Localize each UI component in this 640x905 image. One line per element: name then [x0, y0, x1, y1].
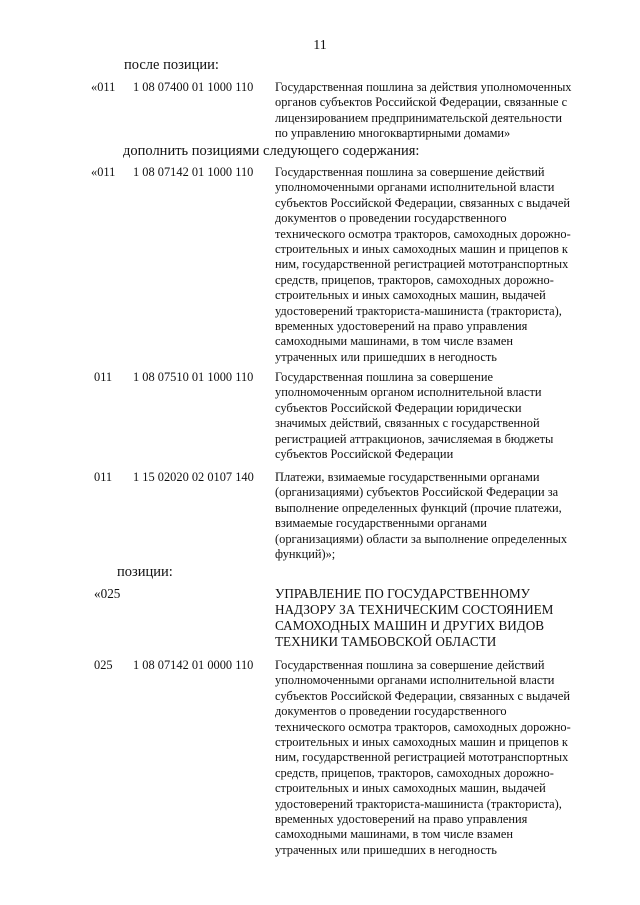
description-line: Государственная пошлина за совершение действий [275, 165, 545, 179]
description-line: Государственная пошлина за совершение [275, 370, 493, 384]
description-line: самоходными машинами, в том числе взамен [275, 334, 513, 349]
description-line: удостоверений тракториста-машиниста (тракториста), [275, 303, 562, 318]
heading-line: НАДЗОРУ ЗА ТЕХНИЧЕСКИМ СОСТОЯНИЕМ [275, 602, 554, 617]
description-line: Государственная пошлина за совершение действий [275, 658, 545, 672]
description-line: уполномоченными органами исполнительной власти [275, 180, 555, 195]
kbk-code: 1 08 07400 01 1000 110 [133, 80, 254, 94]
description-line: функций)»; [275, 547, 336, 562]
kbk-code: 1 08 07510 01 1000 110 [133, 370, 254, 384]
intro-after-position: после позиции: [124, 57, 219, 73]
kbk-code: 1 08 07142 01 1000 110 [133, 165, 254, 179]
description-line: самоходными машинами, в том числе взамен [275, 827, 513, 842]
admin-code: «011 [91, 80, 116, 94]
description-line: ним, государственной регистрацией мототранспортных [275, 750, 569, 765]
description-line: выполнение определенных функций (прочие платежи, [275, 500, 562, 515]
description-line: (организациями) субъектов Российской Федерации за [275, 485, 559, 500]
description-line: удостоверений тракториста-машиниста (тракториста), [275, 796, 562, 811]
entry-description [275, 165, 600, 365]
heading-line: УПРАВЛЕНИЕ ПО ГОСУДАРСТВЕННОМУ [275, 586, 531, 601]
description-line: субъектов Российской Федерации [275, 447, 454, 462]
heading-line: ТЕХНИКИ ТАМБОВСКОЙ ОБЛАСТИ [275, 634, 497, 649]
admin-code: 011 [94, 370, 113, 384]
description-line: утраченных или пришедших в негодность [275, 842, 497, 857]
admin-code: «011 [91, 165, 116, 179]
entry-description [275, 658, 600, 858]
description-line: документов о проведении государственного [275, 211, 507, 226]
entry-description [275, 470, 600, 562]
description-line: субъектов Российской Федерации, связанных с выдачей [275, 688, 570, 703]
description-line: Платежи, взимаемые государственными органами [275, 470, 540, 484]
description-line: лицензированием предпринимательской деятельности [275, 110, 562, 125]
description-line: субъектов Российской Федерации юридически [275, 400, 522, 415]
description-line: средств, прицепов, тракторов, самоходных дорожно- [275, 272, 554, 287]
description-line: строительных и иных самоходных машин и прицепов к [275, 242, 568, 257]
admin-code: 025 [94, 658, 113, 672]
description-line: документов о проведении государственного [275, 704, 507, 719]
description-line: уполномоченным органом исполнительной власти [275, 385, 542, 400]
page-number: 11 [313, 38, 327, 53]
heading-line: САМОХОДНЫХ МАШИН И ДРУГИХ ВИДОВ [275, 618, 545, 633]
entry-description [275, 370, 600, 462]
intro-positions: позиции: [117, 564, 173, 580]
description-line: строительных и иных самоходных машин, выдачей [275, 781, 546, 796]
admin-code: «025 [94, 586, 121, 601]
kbk-code: 1 08 07142 01 0000 110 [133, 658, 254, 672]
description-line: технического осмотра тракторов, самоходных дорожно- [275, 719, 571, 734]
intro-supplement: дополнить позициями следующего содержания: [123, 143, 420, 159]
kbk-code: 1 15 02020 02 0107 140 [133, 470, 254, 484]
description-line: строительных и иных самоходных машин и прицепов к [275, 735, 568, 750]
entry-description [275, 80, 600, 142]
department-heading [275, 586, 600, 650]
description-line: по управлению многоквартирными домами» [275, 126, 511, 141]
description-line: временных удостоверений на право управления [275, 319, 528, 334]
description-line: регистрацией аттракционов, зачисляемая в бюджеты [275, 431, 554, 446]
description-line: (организациями) области за выполнение определенных [275, 531, 568, 546]
description-line: средств, прицепов, тракторов, самоходных дорожно- [275, 765, 554, 780]
description-line: органов субъектов Российской Федерации, связанные с [275, 95, 568, 110]
description-line: ним, государственной регистрацией мототранспортных [275, 257, 569, 272]
description-line: субъектов Российской Федерации, связанных с выдачей [275, 195, 570, 210]
description-line: взимаемые государственными органами [275, 516, 487, 531]
description-line: Государственная пошлина за действия уполномоченных [275, 80, 572, 94]
description-line: строительных и иных самоходных машин, выдачей [275, 288, 546, 303]
description-line: уполномоченными органами исполнительной власти [275, 673, 555, 688]
admin-code: 011 [94, 470, 113, 484]
description-line: утраченных или пришедших в негодность [275, 349, 497, 364]
description-line: значимых действий, связанных с государственной [275, 416, 540, 431]
description-line: технического осмотра тракторов, самоходных дорожно- [275, 226, 571, 241]
description-line: временных удостоверений на право управления [275, 812, 528, 827]
